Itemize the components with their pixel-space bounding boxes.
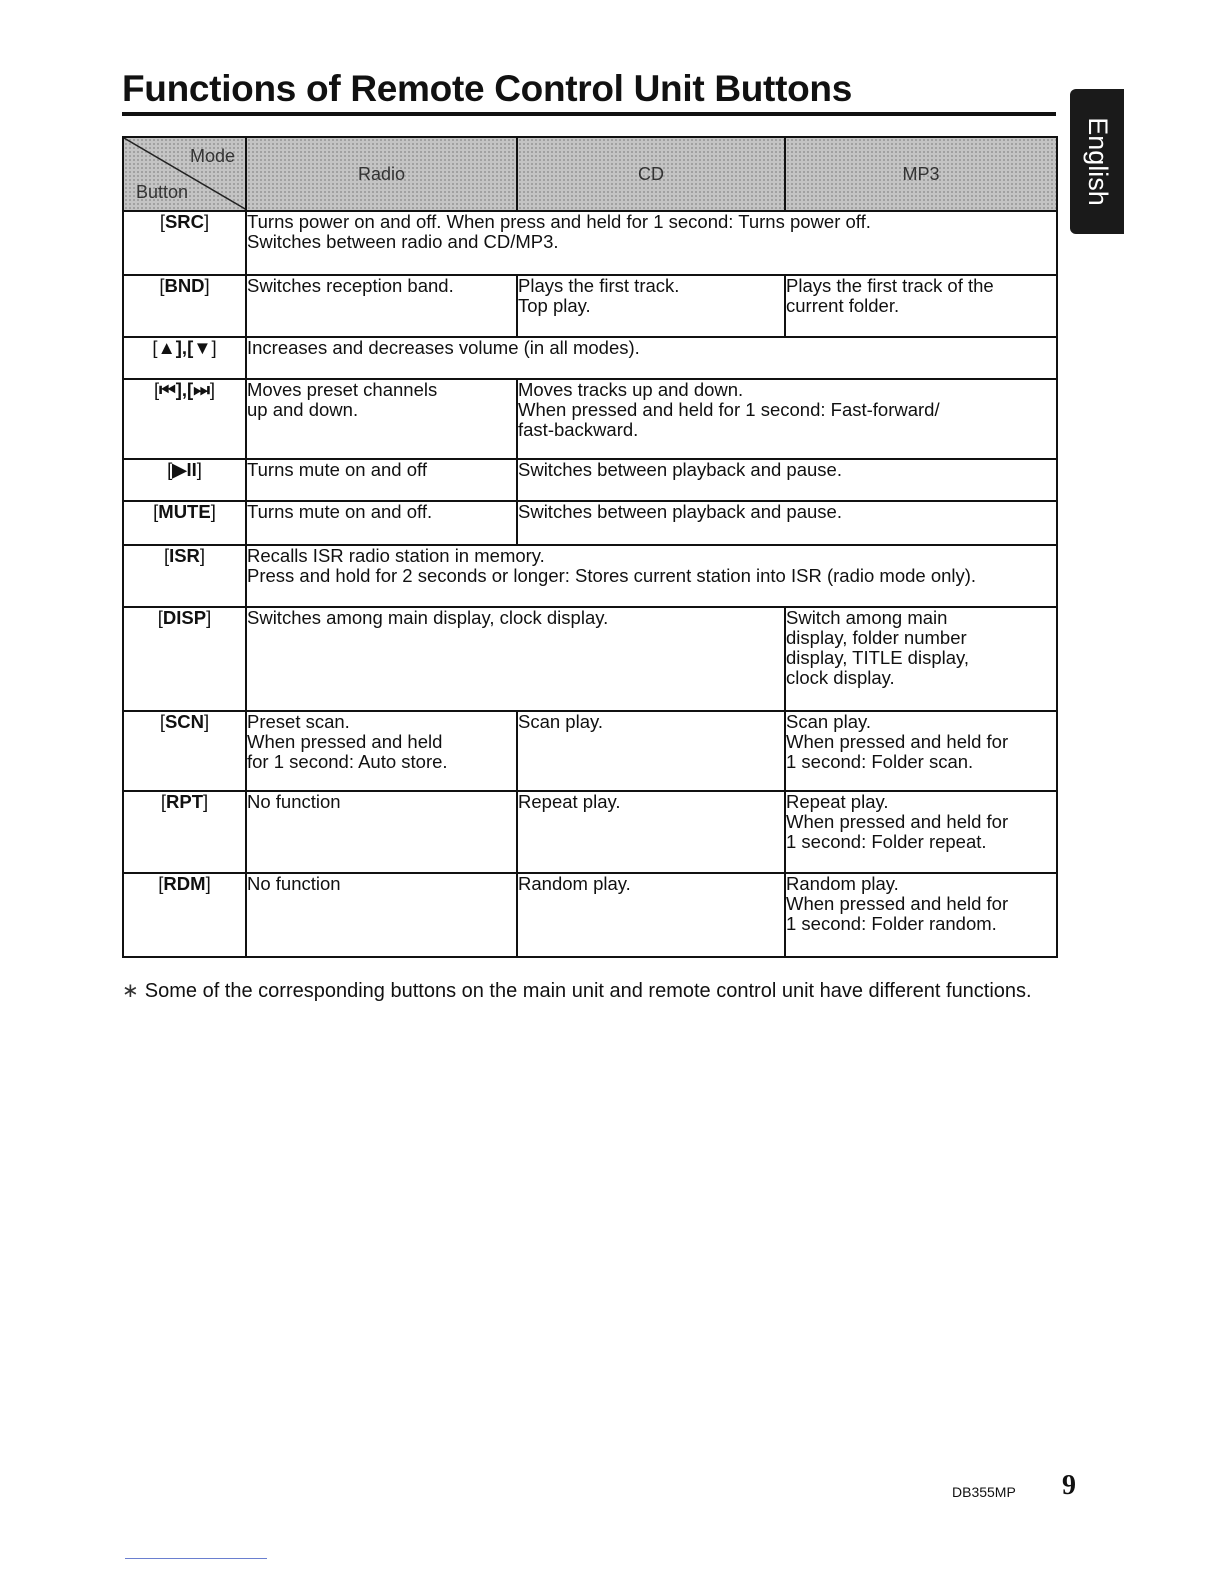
button-name-cell xyxy=(123,501,246,545)
description-line: 1 second: Folder repeat. xyxy=(786,831,987,852)
table-row xyxy=(123,275,1057,337)
description-line: current folder. xyxy=(786,295,900,316)
button-name: ⏮],[⏭ xyxy=(159,379,210,400)
header-cd: CD xyxy=(517,137,785,211)
header-radio: Radio xyxy=(246,137,517,211)
bracket-open: [ xyxy=(159,711,165,732)
button-name: SRC xyxy=(164,211,205,232)
bracket-close: ] xyxy=(211,337,217,358)
button-name-cell xyxy=(123,275,246,337)
table-body xyxy=(123,211,1057,957)
description-line: Switches among main display, clock display. xyxy=(247,607,609,628)
button-name: ▲],[▼ xyxy=(157,337,212,358)
description-line: When pressed and held for xyxy=(786,731,1009,752)
bracket-open: [ xyxy=(159,211,165,232)
function-description-cell xyxy=(517,711,785,791)
button-name-cell xyxy=(123,337,246,379)
description-line: Switches between playback and pause. xyxy=(518,459,842,480)
description-line: When pressed and held for 1 second: Fast-forward/ xyxy=(518,399,940,420)
button-name-cell xyxy=(123,379,246,459)
table-row xyxy=(123,545,1057,607)
table-row xyxy=(123,379,1057,459)
footnote xyxy=(122,978,1032,1003)
description-line: up and down. xyxy=(247,399,359,420)
description-line: for 1 second: Auto store. xyxy=(247,751,448,772)
description-line: Scan play. xyxy=(518,711,604,732)
table-row xyxy=(123,711,1057,791)
bracket-close: ] xyxy=(204,275,210,296)
description-line: Repeat play. xyxy=(518,791,621,812)
function-description-cell xyxy=(517,873,785,957)
button-name-cell xyxy=(123,545,246,607)
function-description-cell xyxy=(517,275,785,337)
description-line: Scan play. xyxy=(786,711,872,732)
footer-line xyxy=(125,1558,267,1559)
function-description-cell xyxy=(246,545,1057,607)
table-row xyxy=(123,459,1057,501)
description-line: 1 second: Folder scan. xyxy=(786,751,974,772)
page-title: Functions of Remote Control Unit Buttons xyxy=(122,68,852,109)
bracket-close: ] xyxy=(199,545,206,566)
description-line: Increases and decreases volume (in all modes). xyxy=(247,337,640,358)
description-line: Switch among main xyxy=(786,607,948,628)
bracket-open: [ xyxy=(158,873,164,894)
bracket-open: [ xyxy=(159,275,165,296)
table-row xyxy=(123,873,1057,957)
table-row xyxy=(123,501,1057,545)
button-name-cell xyxy=(123,711,246,791)
function-description-cell xyxy=(246,459,517,501)
function-description-cell xyxy=(517,791,785,873)
language-tab xyxy=(1070,89,1124,234)
function-description-cell xyxy=(246,337,1057,379)
description-line: Turns power on and off. When press and held for 1 second: Turns power off. xyxy=(247,211,871,232)
table-row xyxy=(123,337,1057,379)
table-row xyxy=(123,211,1057,275)
header-button-label: Button xyxy=(136,182,189,202)
description-line: Repeat play. xyxy=(786,791,889,812)
function-description-cell xyxy=(246,501,517,545)
description-line: Preset scan. xyxy=(247,711,350,732)
description-line: No function xyxy=(247,791,341,812)
description-line: No function xyxy=(247,873,341,894)
button-name: SCN xyxy=(164,711,205,732)
function-description-cell xyxy=(785,275,1057,337)
description-line: Moves preset channels xyxy=(247,379,438,400)
function-description-cell xyxy=(517,501,1057,545)
footnote-text: Some of the corresponding buttons on the main unit and remote control unit have different functions. xyxy=(144,980,1032,1002)
button-name: BND xyxy=(164,275,205,296)
function-description-cell xyxy=(785,791,1057,873)
description-line: display, folder number xyxy=(786,627,967,648)
button-name: MUTE xyxy=(158,501,211,522)
bracket-close: ] xyxy=(196,459,202,480)
bracket-close: ] xyxy=(203,791,209,812)
bracket-close: ] xyxy=(204,711,210,732)
description-line: Press and hold for 2 seconds or longer: Stores current station into ISR (radio mode only). xyxy=(247,565,977,586)
description-line: display, TITLE display, xyxy=(786,647,970,668)
button-name-cell xyxy=(123,607,246,711)
description-line: Turns mute on and off xyxy=(247,459,427,480)
description-line: 1 second: Folder random. xyxy=(786,913,997,934)
description-line: Switches between playback and pause. xyxy=(518,501,842,522)
button-name: DISP xyxy=(162,607,207,628)
page-number: 9 xyxy=(1062,1470,1076,1501)
bracket-close: ] xyxy=(204,211,210,232)
bracket-close: ] xyxy=(205,873,211,894)
bracket-open: [ xyxy=(153,379,160,400)
footnote-marker: ∗ xyxy=(122,980,139,1002)
language-tab-label: English xyxy=(1082,117,1113,206)
header-mp3: MP3 xyxy=(785,137,1057,211)
bracket-open: [ xyxy=(157,607,163,628)
function-description-cell xyxy=(246,379,517,459)
description-line: Switches reception band. xyxy=(247,275,454,296)
table-row xyxy=(123,791,1057,873)
table-header-row xyxy=(123,137,1057,211)
button-name: RPT xyxy=(166,791,203,812)
title-underline xyxy=(122,112,1056,116)
description-line: Plays the first track of the xyxy=(786,275,994,296)
function-description-cell xyxy=(785,873,1057,957)
bracket-close: ] xyxy=(210,501,216,522)
function-description-cell xyxy=(517,379,1057,459)
description-line: fast-backward. xyxy=(518,419,639,440)
function-description-cell xyxy=(246,211,1057,275)
button-name-cell xyxy=(123,211,246,275)
bracket-close: ] xyxy=(206,607,212,628)
button-name-cell xyxy=(123,873,246,957)
button-name: ▶II xyxy=(172,459,197,480)
button-name-cell xyxy=(123,459,246,501)
description-line: Switches between radio and CD/MP3. xyxy=(247,231,559,252)
bracket-open: [ xyxy=(167,459,173,480)
button-name: RDM xyxy=(163,873,206,894)
model-number: DB355MP xyxy=(952,1484,1016,1500)
function-description-cell xyxy=(246,607,785,711)
functions-table xyxy=(122,136,1058,958)
description-line: When pressed and held xyxy=(247,731,443,752)
function-description-cell xyxy=(246,873,517,957)
description-line: Turns mute on and off. xyxy=(247,501,433,522)
function-description-cell xyxy=(785,711,1057,791)
description-line: Top play. xyxy=(518,295,591,316)
description-line: clock display. xyxy=(786,667,895,688)
bracket-open: [ xyxy=(153,501,159,522)
description-line: Moves tracks up and down. xyxy=(518,379,744,400)
function-description-cell xyxy=(246,711,517,791)
description-line: Random play. xyxy=(786,873,899,894)
description-line: When pressed and held for xyxy=(786,811,1009,832)
bracket-close: ] xyxy=(209,379,216,400)
function-description-cell xyxy=(517,459,1057,501)
function-description-cell xyxy=(246,791,517,873)
button-name-cell xyxy=(123,791,246,873)
description-line: Random play. xyxy=(518,873,631,894)
function-description-cell xyxy=(246,275,517,337)
header-corner-cell xyxy=(123,137,246,211)
header-mode-label: Mode xyxy=(189,146,235,166)
bracket-open: [ xyxy=(152,337,158,358)
bracket-open: [ xyxy=(163,545,170,566)
button-name: ISR xyxy=(169,545,200,566)
bracket-open: [ xyxy=(160,791,166,812)
description-line: Plays the first track. xyxy=(518,275,680,296)
description-line: Recalls ISR radio station in memory. xyxy=(247,545,545,566)
table-row xyxy=(123,607,1057,711)
function-description-cell xyxy=(785,607,1057,711)
description-line: When pressed and held for xyxy=(786,893,1009,914)
